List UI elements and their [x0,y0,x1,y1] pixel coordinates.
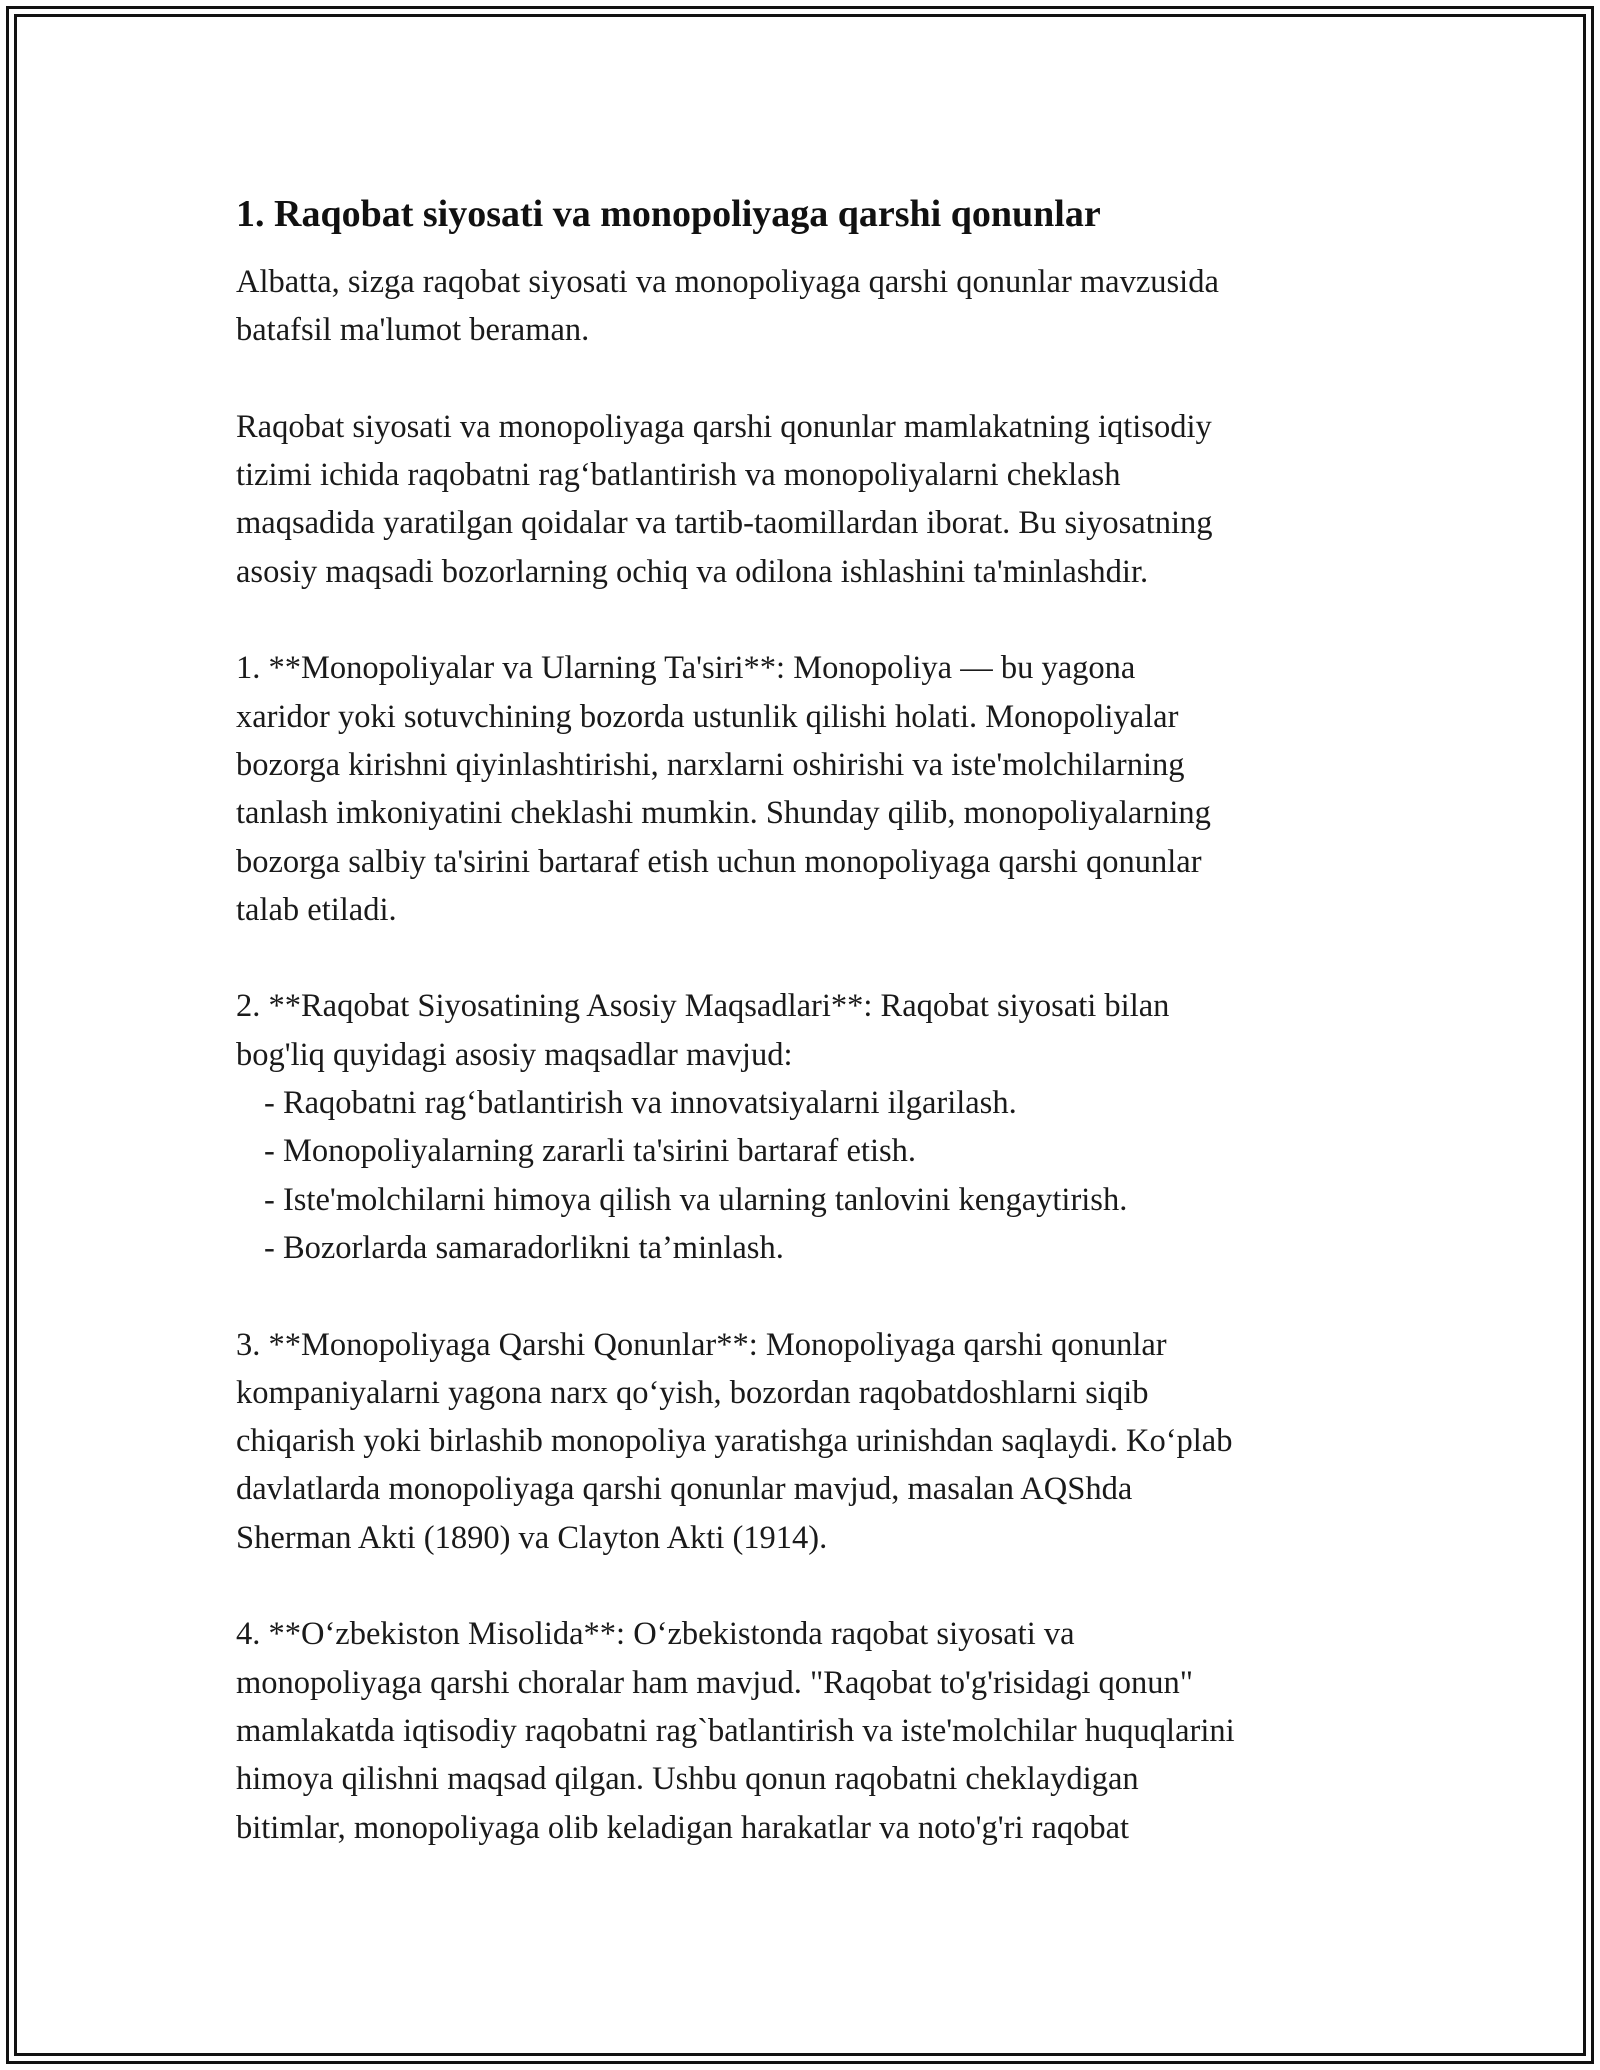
section-4-paragraph [236,1610,1376,1851]
text-line: davlatlarda monopoliyaga qarshi qonunlar mavjud, masalan AQShda [236,1471,1133,1508]
section-3-paragraph [236,1321,1376,1562]
text-line: 4. **O‘zbekiston Misolida**: O‘zbekistonda raqobat siyosati va [236,1616,1075,1653]
text-line: bozorga kirishni qiyinlashtirishi, narxlarni oshirishi va iste'molchilarning [236,746,1185,783]
text-line: bog'liq quyidagi asosiy maqsadlar mavjud: [236,1036,793,1073]
bullet-item: - Raqobatni rag‘batlantirish va innovatsiyalarni ilgarilash. [264,1085,1017,1122]
section-2-paragraph [236,982,1376,1272]
text-line: 2. **Raqobat Siyosatining Asosiy Maqsadlari**: Raqobat siyosati bilan [236,988,1170,1025]
text-line: bozorga salbiy ta'sirini bartaraf etish uchun monopoliyaga qarshi qonunlar [236,843,1202,880]
text-line: xaridor yoki sotuvchining bozorda ustunlik qilishi holati. Monopoliyalar [236,698,1179,735]
text-line: mamlakatda iqtisodiy raqobatni rag`batlantirish va iste'molchilar huquqlarini [236,1712,1235,1749]
text-line: kompaniyalarni yagona narx qo‘yish, bozordan raqobatdoshlarni siqib [236,1374,1149,1411]
document-heading: 1. Raqobat siyosati va monopoliyaga qarshi qonunlar [236,193,1101,235]
text-line: 3. **Monopoliyaga Qarshi Qonunlar**: Monopoliyaga qarshi qonunlar [236,1326,1167,1363]
text-line: batafsil ma'lumot beraman. [236,312,590,349]
section-1-paragraph [236,644,1376,934]
bullet-item: - Bozorlarda samaradorlikni ta’minlash. [264,1229,784,1266]
text-line: himoya qilishni maqsad qilgan. Ushbu qonun raqobatni cheklaydigan [236,1761,1139,1798]
text-line: tanlash imkoniyatini cheklashi mumkin. Shunday qilib, monopoliyalarning [236,795,1211,832]
text-line: 1. **Monopoliyalar va Ularning Ta'siri**: Monopoliya — bu yagona [236,650,1136,687]
overview-paragraph [236,403,1376,596]
text-line: chiqarish yoki birlashib monopoliya yaratishga urinishdan saqlaydi. Ko‘plab [236,1423,1233,1460]
text-line: Albatta, sizga raqobat siyosati va monopoliyaga qarshi qonunlar mavzusida [236,264,1219,300]
document-body [236,184,1376,1900]
text-line: asosiy maqsadi bozorlarning ochiq va odilona ishlashini ta'minlashdir. [236,553,1149,590]
text-line: monopoliyaga qarshi choralar ham mavjud. "Raqobat to'g'risidagi qonun" [236,1664,1194,1701]
intro-paragraph [236,258,1376,355]
text-line: bitimlar, monopoliyaga olib keladigan harakatlar va noto'g'ri raqobat [236,1809,1130,1846]
bullet-item: - Monopoliyalarning zararli ta'sirini bartaraf etish. [264,1133,917,1170]
text-line: Raqobat siyosati va monopoliyaga qarshi qonunlar mamlakatning iqtisodiy [236,408,1212,445]
bullet-item: - Iste'molchilarni himoya qilish va ularning tanlovini kengaytirish. [264,1181,1128,1218]
text-line: Sherman Akti (1890) va Clayton Akti (1914). [236,1519,828,1556]
text-line: tizimi ichida raqobatni rag‘batlantirish va monopoliyalarni cheklash [236,457,1121,494]
text-line: maqsadida yaratilgan qoidalar va tartib-taomillardan iborat. Bu siyosatning [236,505,1213,542]
text-line: talab etiladi. [236,891,397,928]
